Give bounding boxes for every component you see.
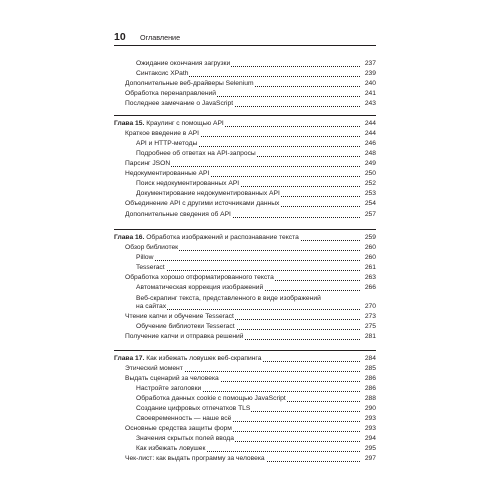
toc-entry-title: Краулинг с помощью API: [146, 120, 224, 127]
toc-entry-title: Краткое введение в API: [125, 130, 199, 137]
toc-chapter-entry: [114, 233, 376, 243]
toc-entry-page: 244: [364, 120, 376, 127]
toc-entry-page: 286: [364, 385, 376, 392]
toc-entry-title: Обработка хорошо отформатированного текста: [125, 274, 274, 281]
toc-entry-page: 244: [364, 130, 376, 137]
toc-entry-title: Как избежать ловушек: [136, 445, 206, 452]
toc-entry-title: Настройте заголовки: [136, 385, 202, 392]
toc-entry-title: Своевременность — наше всё: [136, 415, 232, 422]
toc-entry: [114, 404, 376, 414]
toc-entry-page: 281: [364, 333, 376, 340]
chapter-divider: [114, 229, 376, 230]
toc-entry-title: Как избежать ловушек веб-скрапинга: [146, 355, 262, 362]
chapter-divider: [114, 115, 376, 116]
toc-entry-page: 246: [364, 140, 376, 147]
toc-entry-page: 288: [364, 395, 376, 402]
toc-entry-title: Pillow: [136, 254, 154, 261]
toc-entry-page: 257: [364, 211, 376, 218]
toc-entry-title: Обучение библиотеки Tesseract: [136, 323, 235, 330]
toc-entry: [114, 454, 376, 464]
toc-entry: [114, 364, 376, 374]
toc-entry-title: Веб-скрапинг текста, представленного в виде изображений: [136, 295, 321, 302]
toc-chapter-entry: [114, 354, 376, 364]
toc-entry: [114, 149, 376, 159]
toc-chapter-entry: [114, 119, 376, 129]
toc-entry-title: Последнее замечание о JavaScript: [125, 100, 234, 107]
toc-entry-title: Основные средства защиты форм: [125, 425, 232, 432]
toc-entry-page: 270: [364, 303, 376, 310]
toc-entry-title: на сайтах: [136, 303, 167, 310]
toc-entry: [114, 273, 376, 283]
toc-entry: [114, 253, 376, 263]
running-head: Оглавление: [140, 33, 181, 42]
toc-entry: [114, 89, 376, 99]
toc-entry-page: 297: [364, 455, 376, 462]
toc-entry-title: Автоматическая коррекция изображений: [136, 284, 264, 291]
toc-entry-page: 266: [364, 284, 376, 291]
toc-entry-page: 249: [364, 160, 376, 167]
toc-entry-page: 295: [364, 445, 376, 452]
toc-entry: [114, 414, 376, 424]
toc-entry-title: Обзор библиотек: [125, 244, 179, 251]
toc-entry: [114, 169, 376, 179]
toc-entry: [114, 374, 376, 384]
toc-entry: [114, 263, 376, 273]
toc-entry: [114, 210, 376, 220]
toc-entry: [114, 99, 376, 109]
toc-entry: [114, 189, 376, 199]
toc-entry-title: Поиск недокументированных API: [136, 180, 240, 187]
toc-entry-title: Документирование недокументированных API: [136, 190, 280, 197]
toc-entry-title: Объединение API с другими источниками данных: [125, 200, 280, 207]
toc-entry: [114, 332, 376, 342]
toc-entry-page: 240: [364, 80, 376, 87]
toc-entry-title: Недокументированные API: [125, 170, 210, 177]
toc-entry-page: 275: [364, 323, 376, 330]
toc-entry: [114, 434, 376, 444]
page-number: 10: [114, 31, 126, 43]
toc-entry: [114, 69, 376, 79]
toc-entry-page: 273: [364, 313, 376, 320]
toc-entry-page: 254: [364, 200, 376, 207]
toc-entry-page: 260: [364, 244, 376, 251]
chapter-label: Глава 16.: [114, 234, 145, 241]
toc-entry-page: 253: [364, 190, 376, 197]
toc-entry-title: Tesseract: [136, 264, 165, 271]
toc-entry-page: 263: [364, 274, 376, 281]
toc-entry-page: 252: [364, 180, 376, 187]
toc-entry: [114, 243, 376, 253]
toc-entry-title: Подробнее об ответах на API-запросы: [136, 150, 256, 157]
toc-entry-page: 293: [364, 425, 376, 432]
toc-entry-title: Синтаксис XPath: [136, 70, 189, 77]
toc-entry-title: Чек-лист: как выдать программу за человека: [125, 455, 265, 462]
toc-entry: [114, 159, 376, 169]
toc-entry-page: 286: [364, 375, 376, 382]
toc-entry-title: Этический момент: [125, 365, 183, 372]
toc-entry-page: 260: [364, 254, 376, 261]
toc-entry-title: Значения скрытых полей ввода: [136, 435, 234, 442]
toc-entry-title: Обработка перенаправлений: [125, 90, 217, 97]
chapter-label: Глава 15.: [114, 120, 145, 127]
toc-entry-title: Обработка изображений и распознавание текста: [146, 234, 299, 241]
toc-entry-title: Получение капчи и отправка решений: [125, 333, 244, 340]
toc-entry-title: Чтение капчи и обучение Tesseract: [125, 313, 234, 320]
toc-entry: [114, 322, 376, 332]
toc-entry-title: API и HTTP-методы: [136, 140, 198, 147]
toc-entry-page: 290: [364, 405, 376, 412]
toc-entry-page: 250: [364, 170, 376, 177]
toc-entry-title: Ожидание окончания загрузки: [136, 60, 231, 67]
page-header: [114, 31, 376, 46]
toc-entry: [114, 394, 376, 404]
toc-entry-title: Создание цифровых отпечатков TLS: [136, 405, 251, 412]
toc-entry-page: 248: [364, 150, 376, 157]
toc-entry: [114, 444, 376, 454]
toc-entry-page: 285: [364, 365, 376, 372]
toc-entry: [114, 424, 376, 434]
toc-entry-title: Дополнительные веб-драйверы Selenium: [125, 80, 254, 87]
toc-entry: [114, 179, 376, 189]
toc-entry: [114, 302, 376, 312]
toc-entry: [114, 59, 376, 69]
toc-entry: [114, 139, 376, 149]
toc-entry: [114, 199, 376, 209]
toc-entry-page: 294: [364, 435, 376, 442]
toc-entry-page: 293: [364, 415, 376, 422]
toc-entry-page: 237: [364, 60, 376, 67]
toc-entry: [114, 129, 376, 139]
toc-entry: [114, 79, 376, 89]
toc-entry-title: Дополнительные сведения об API: [125, 211, 231, 218]
toc-entry-page: 239: [364, 70, 376, 77]
toc-entry: [114, 312, 376, 322]
toc-entry: [114, 283, 376, 293]
toc-entry-page: 243: [364, 100, 376, 107]
toc-entry-title: Парсинг JSON: [125, 160, 171, 167]
toc-entry-page: 259: [364, 234, 376, 241]
toc-entry-title: Выдать сценарий за человека: [125, 375, 219, 382]
toc-entry-title: Обработка данных cookie с помощью JavaScript: [136, 395, 286, 402]
toc-entry: [114, 384, 376, 394]
chapter-divider: [114, 350, 376, 351]
toc-entry-page: 241: [364, 90, 376, 97]
chapter-label: Глава 17.: [114, 355, 145, 362]
toc-entry-page: 284: [364, 355, 376, 362]
toc-entry-page: 261: [364, 264, 376, 271]
